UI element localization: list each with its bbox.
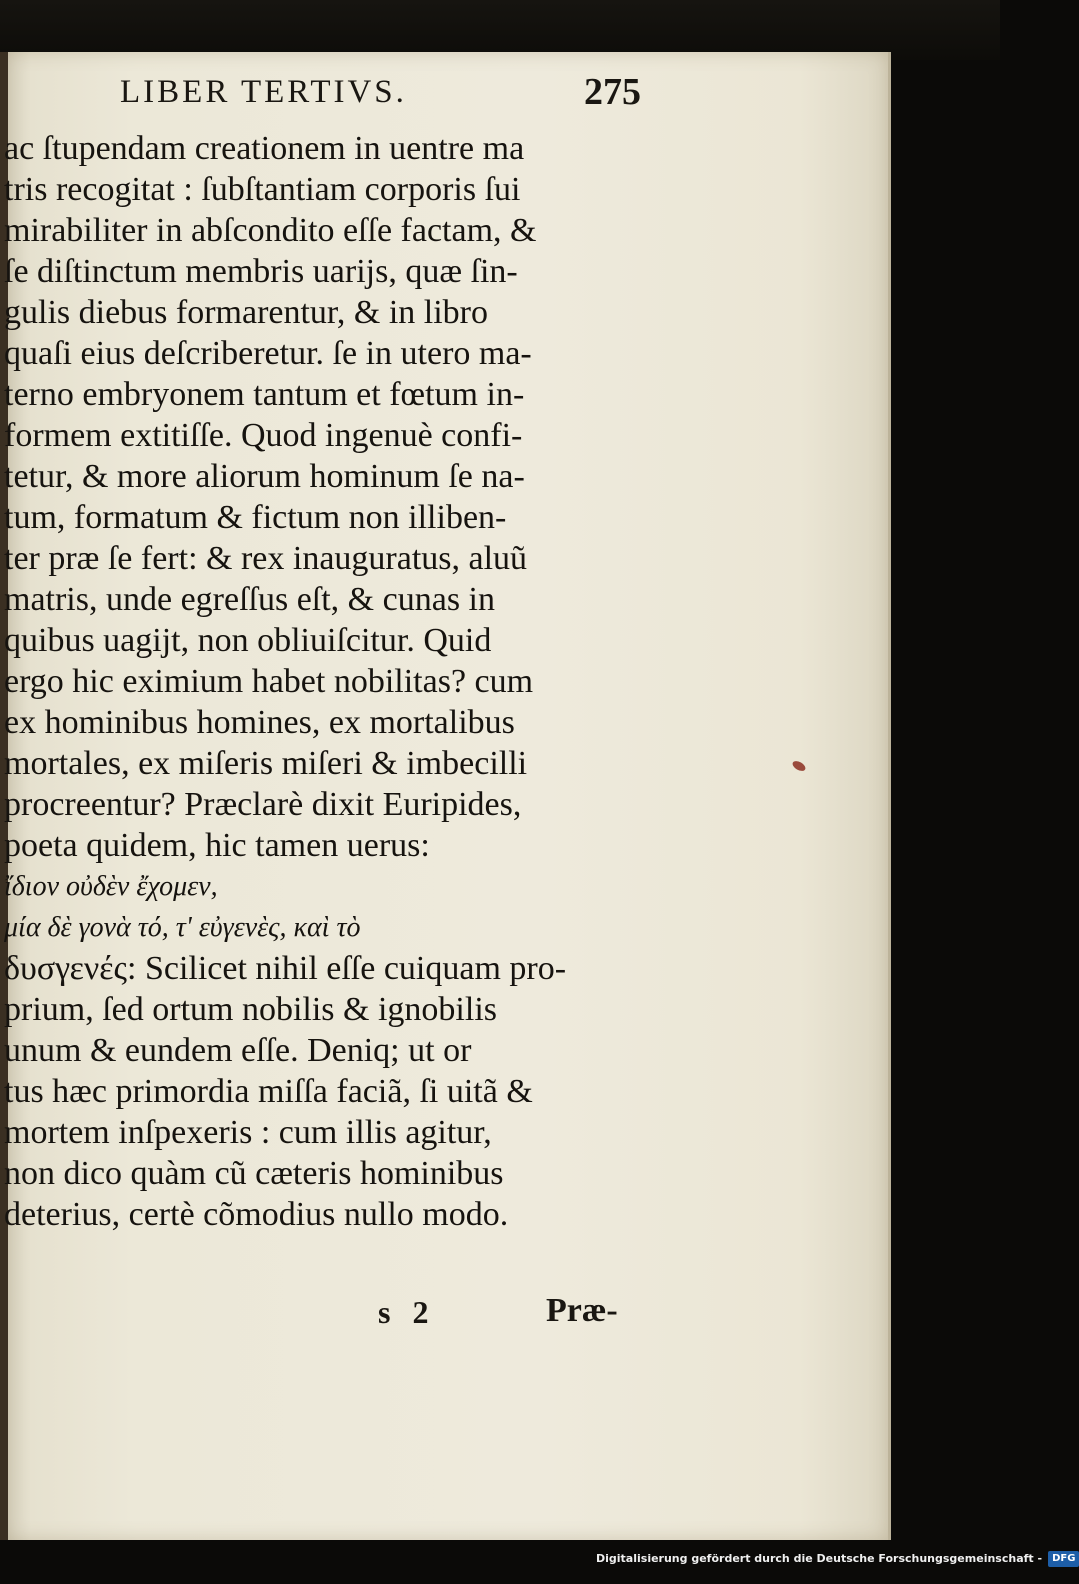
greek-verse-line: ἴδιον οὐδὲν ἔχομεν, [4,871,218,902]
credit-text: Digitalisierung gefördert durch die Deutsche Forschungsgemeinschaft - [596,1552,1043,1565]
text-line: tris recogitat : ſubſtantiam corporis ſui [4,171,521,208]
text-line: ergo hic eximium habet nobilitas? cum [4,663,534,700]
text-line: deterius, certè cõmodius nullo modo. [4,1196,509,1233]
catchword: Præ- [546,1292,618,1329]
text-line: mortem inſpexeris : cum illis agitur, [4,1114,492,1151]
text-line: δυσγενές: Scilicet nihil eſſe cuiquam pro- [4,950,567,987]
text-body [4,128,650,1235]
text-line: ac ſtupendam creationem in uentre ma [4,130,525,167]
text-line: non dico quàm cũ cæteris hominibus [4,1155,504,1192]
page-number: 275 [584,71,641,113]
text-line: unum & eundem eſſe. Deniq; ut or [4,1032,472,1069]
text-line: procreentur? Præclarè dixit Euripides, [4,786,522,823]
text-line: mortales, ex miſeris miſeri & imbecilli [4,745,528,782]
text-line: poeta quidem, hic tamen uerus: [4,827,430,864]
signature-mark: s 2 [378,1294,429,1330]
scan-background [0,0,1000,60]
text-line: formem extitiſſe. Quod ingenuè confi- [4,417,523,454]
text-line: tus hæc primordia miſſa faciã, ſi uitã & [4,1073,533,1110]
greek-verse-line: μία δὲ γονὰ τό, τ' εὐγενὲς, καὶ τὸ [4,912,361,943]
text-line: quaſi eius deſcriberetur. ſe in utero ma- [4,335,532,372]
text-line: prium, ſed ortum nobilis & ignobilis [4,991,497,1028]
digitization-credit [596,1548,1079,1570]
page-footer [0,1290,884,1340]
text-line: mirabiliter in abſcondito eſſe factam, & [4,212,537,249]
text-line: quibus uagijt, non obliuiſcitur. Quid [4,622,492,659]
running-head: LIBER TERTIVS. [120,74,407,110]
text-line: tum, formatum & fictum non illiben- [4,499,507,536]
page-header [0,70,884,122]
text-line: matris, unde egreſſus eſt, & cunas in [4,581,495,618]
text-line: tetur, & more aliorum hominum ſe na- [4,458,525,495]
text-line: ſe diſtinctum membris uarijs, quæ ſin- [4,253,518,290]
text-line: ex hominibus homines, ex mortalibus [4,704,515,741]
text-line: terno embryonem tantum et fœtum in- [4,376,525,413]
dfg-logo-icon: DFG [1048,1551,1079,1567]
text-line: ter præ ſe fert: & rex inauguratus, aluũ [4,540,528,577]
text-line: gulis diebus formarentur, & in libro [4,294,489,331]
